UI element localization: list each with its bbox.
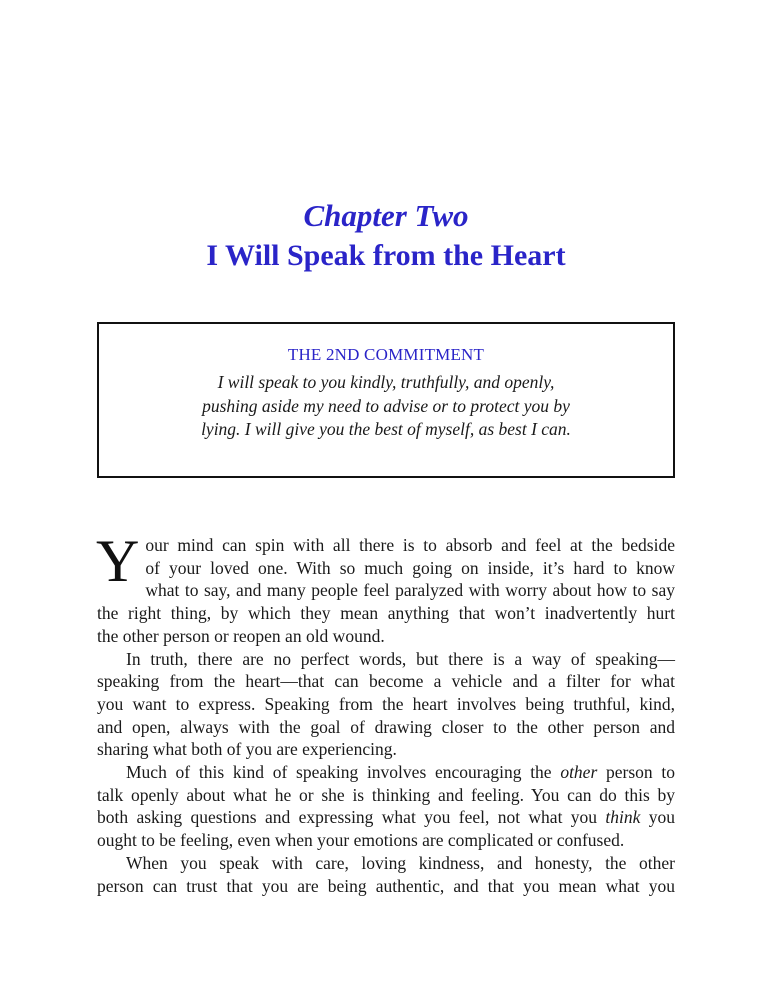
text-run: Much of this kind of speaking involves encouraging the <box>126 762 552 783</box>
text-line: speaking from the heart—that can become a vehicle and a filter for what <box>97 671 675 692</box>
commitment-line: pushing aside my need to advise or to protect you by <box>202 396 570 416</box>
text-line <box>97 761 675 784</box>
text-line: what to say, and many people feel paralyzed with worry about how to say <box>145 580 675 601</box>
text-run: you <box>648 807 676 828</box>
paragraph <box>96 528 675 648</box>
text-line <box>97 806 675 829</box>
text-line: the other person or reopen an old wound. <box>97 625 385 646</box>
paragraph <box>97 648 675 762</box>
text-line: In truth, there are no perfect words, but there is a way of speaking— <box>126 648 675 669</box>
paragraph <box>97 761 675 852</box>
text-line: and open, always with the goal of drawing closer to the other person and <box>97 716 675 737</box>
chapter-body <box>96 528 676 897</box>
paragraph <box>97 852 675 897</box>
text-run: person to <box>606 762 675 783</box>
commitment-line: lying. I will give you the best of myself, as best I can. <box>201 419 571 439</box>
text-line: you want to express. Speaking from the heart involves being truthful, kind, <box>97 693 675 714</box>
commitment-heading: THE 2ND COMMITMENT <box>287 345 485 364</box>
text-line: talk openly about what he or she is thinking and feeling. You can do this by <box>97 784 675 805</box>
commitment-line: I will speak to you kindly, truthfully, and openly, <box>217 372 555 392</box>
text-line: ought to be feeling, even when your emotions are complicated or confused. <box>97 830 625 851</box>
text-line: of your loved one. With so much going on inside, it’s hard to know <box>145 557 675 578</box>
text-line: When you speak with care, loving kindness, and honesty, the other <box>126 852 675 873</box>
drop-cap: Y <box>96 528 140 594</box>
text-line: our mind can spin with all there is to absorb and feel at the bedside <box>145 535 675 555</box>
emphasis: think <box>605 807 641 828</box>
text-line: the right thing, by which they mean anything that won’t inadvertently hurt <box>97 603 675 624</box>
text-line: person can trust that you are being authentic, and that you mean what you <box>97 875 675 896</box>
text-run: both asking questions and expressing what you feel, not what you <box>97 807 598 828</box>
text-line: sharing what both of you are experiencing. <box>97 739 397 760</box>
chapter-title: I Will Speak from the Heart <box>206 239 566 272</box>
chapter-number: Chapter Two <box>303 198 469 233</box>
emphasis: other <box>560 762 598 783</box>
commitment-box <box>97 322 675 478</box>
